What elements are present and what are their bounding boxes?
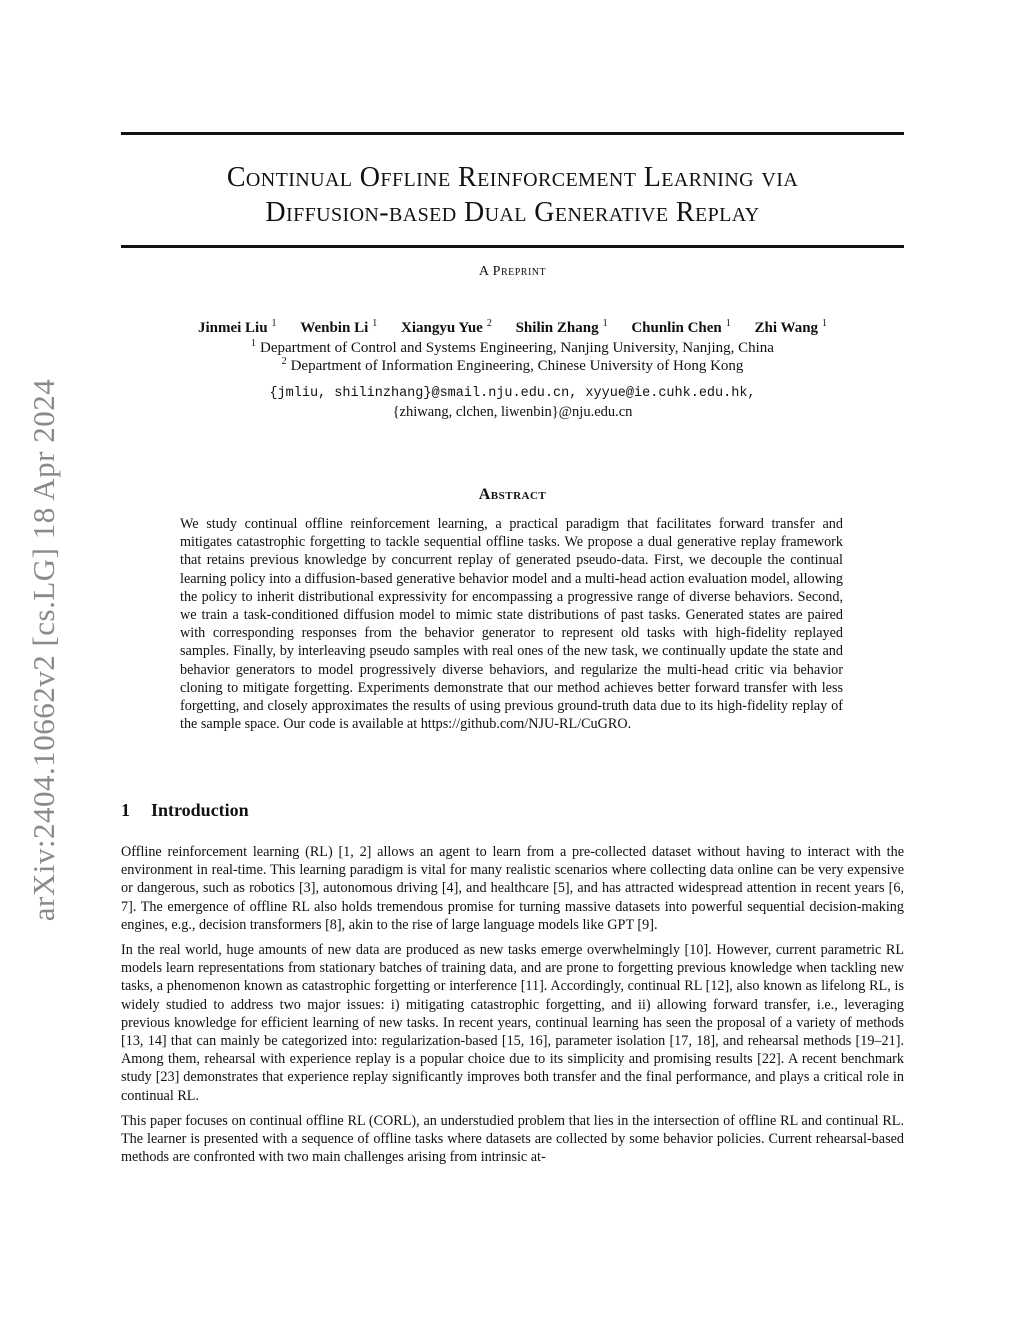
affiliation-text: Department of Information Engineering, Chinese University of Hong Kong bbox=[290, 358, 744, 374]
author bbox=[198, 318, 277, 337]
author-affil-mark: 1 bbox=[271, 318, 277, 329]
affiliation-text: Department of Control and Systems Engineering, Nanjing University, Nanjing, China bbox=[260, 340, 774, 356]
title-bottom-rule bbox=[121, 245, 904, 248]
section-title: Introduction bbox=[151, 800, 249, 820]
preprint-label: A Preprint bbox=[478, 264, 547, 279]
paragraph: Offline reinforcement learning (RL) [1, 2] allows an agent to learn from a pre-collected dataset without having to interact with the environment in real-time. This learning paradigm is vital for many realistic scenarios where collecting data online can be very expensive or dangerous, such as robotics [3], autonomous driving [4], and healthcare [5], and has attracted widespread attention in recent years [6, 7]. The emergence of offline RL also holds tremendous promise for turning massive datasets into powerful sequential decision-making engines, e.g., decision transformers [8], akin to the rise of large language models like GPT [9]. bbox=[121, 844, 904, 933]
section-heading-introduction bbox=[121, 800, 249, 821]
author bbox=[401, 318, 492, 337]
paragraph: This paper focuses on continual offline RL (CORL), an understudied problem that lies in the intersection of offline RL and continual RL. The learner is presented with a sequence of offline tasks where datasets are collected by some behavior policies. Current rehearsal-based methods are confronted with two main challenges arising from intrinsic at- bbox=[121, 1112, 904, 1166]
author bbox=[300, 318, 377, 337]
author-name: Xiangyu Yue bbox=[401, 320, 483, 336]
introduction-body bbox=[121, 843, 904, 1173]
abstract-body: We study continual offline reinforcement learning, a practical paradigm that facilitates forward transfer and mitigates catastrophic forgetting to tackle sequential offline tasks. We propose a dual generative replay framework that retains previous knowledge by concurrent replay of generated pseudo-data. First, we decouple the continual learning policy into a diffusion-based generative behavior model and a multi-head action evaluation model, allowing the policy to inherit distributional expressivity for encompassing a progressive range of diverse behaviors. Second, we train a task-conditioned diffusion model to mimic state distributions of past tasks. Generated states are paired with corresponding responses from the behavior generator to represent old tasks with high-fidelity replayed samples. Finally, by interleaving pseudo samples with real ones of the new task, we continually update the state and behavior generators to model progressively diverse behaviors, and regularize the multi-head critic via behavior cloning to mitigate forgetting. Experiments demonstrate that our method achieves better forward transfer with less forgetting, and closely approximates the results of using previous ground-truth data due to its high-fidelity replay of the sample space. Our code is available at https://github.com/NJU-RL/CuGRO. bbox=[180, 516, 843, 733]
email-line-2[interactable]: {zhiwang, clchen, liwenbin}@nju.edu.cn bbox=[392, 404, 633, 420]
affiliation-1 bbox=[121, 338, 904, 357]
affiliation-2 bbox=[121, 356, 904, 375]
author-emails bbox=[121, 384, 904, 422]
title-line-2: Diffusion-based Dual Generative Replay bbox=[265, 197, 760, 228]
author bbox=[755, 318, 828, 337]
author-name: Wenbin Li bbox=[300, 320, 369, 336]
author-name: Shilin Zhang bbox=[515, 320, 599, 336]
author-name: Zhi Wang bbox=[754, 320, 819, 336]
author-affil-mark: 1 bbox=[602, 318, 608, 329]
author bbox=[516, 318, 608, 337]
author-list bbox=[121, 318, 904, 337]
author-affil-mark: 1 bbox=[372, 318, 378, 329]
affiliation-mark: 1 bbox=[251, 338, 257, 349]
title-top-rule bbox=[121, 132, 904, 135]
paper-title bbox=[121, 160, 904, 230]
title-line-1: Continual Offline Reinforcement Learning via bbox=[226, 162, 799, 193]
author-affil-mark: 2 bbox=[486, 318, 492, 329]
author-affil-mark: 1 bbox=[822, 318, 828, 329]
paragraph: In the real world, huge amounts of new data are produced as new tasks emerge overwhelmingly [10]. However, current parametric RL models learn representations from stationary batches of training data, and are prone to forgetting previous knowledge when tackling new tasks, a phenomenon known as catastrophic forgetting or interference [11]. Accordingly, continual RL [12], also known as lifelong RL, is widely studied to address two major issues: i) mitigating catastrophic forgetting, and ii) allowing forward transfer, i.e., leveraging previous knowledge for efficient learning of new tasks. In recent years, continual learning has seen the proposal of a variety of methods [13, 14] that can mainly be categorized into: regularization-based [15, 16], parameter isolation [17, 18], and rehearsal methods [19–21]. Among them, rehearsal with experience replay is a popular choice due to its simplicity and promising results [22]. A recent benchmark study [23] demonstrates that experience replay significantly improves both transfer and the final performance, and plays a critical role in continual RL. bbox=[121, 942, 904, 1104]
email-line-1[interactable]: {jmliu, shilinzhang}@smail.nju.edu.cn, xyyue@ie.cuhk.edu.hk, bbox=[269, 386, 756, 401]
author-name: Jinmei Liu bbox=[197, 320, 268, 336]
affiliation-mark: 2 bbox=[281, 356, 287, 367]
author-name: Chunlin Chen bbox=[631, 320, 722, 336]
abstract-heading: Abstract bbox=[478, 486, 547, 503]
section-number: 1 bbox=[121, 800, 130, 820]
author-affil-mark: 1 bbox=[725, 318, 731, 329]
arxiv-side-stamp: arXiv:2404.10662v2 [cs.LG] 18 Apr 2024 bbox=[26, 378, 61, 922]
author bbox=[631, 318, 730, 337]
